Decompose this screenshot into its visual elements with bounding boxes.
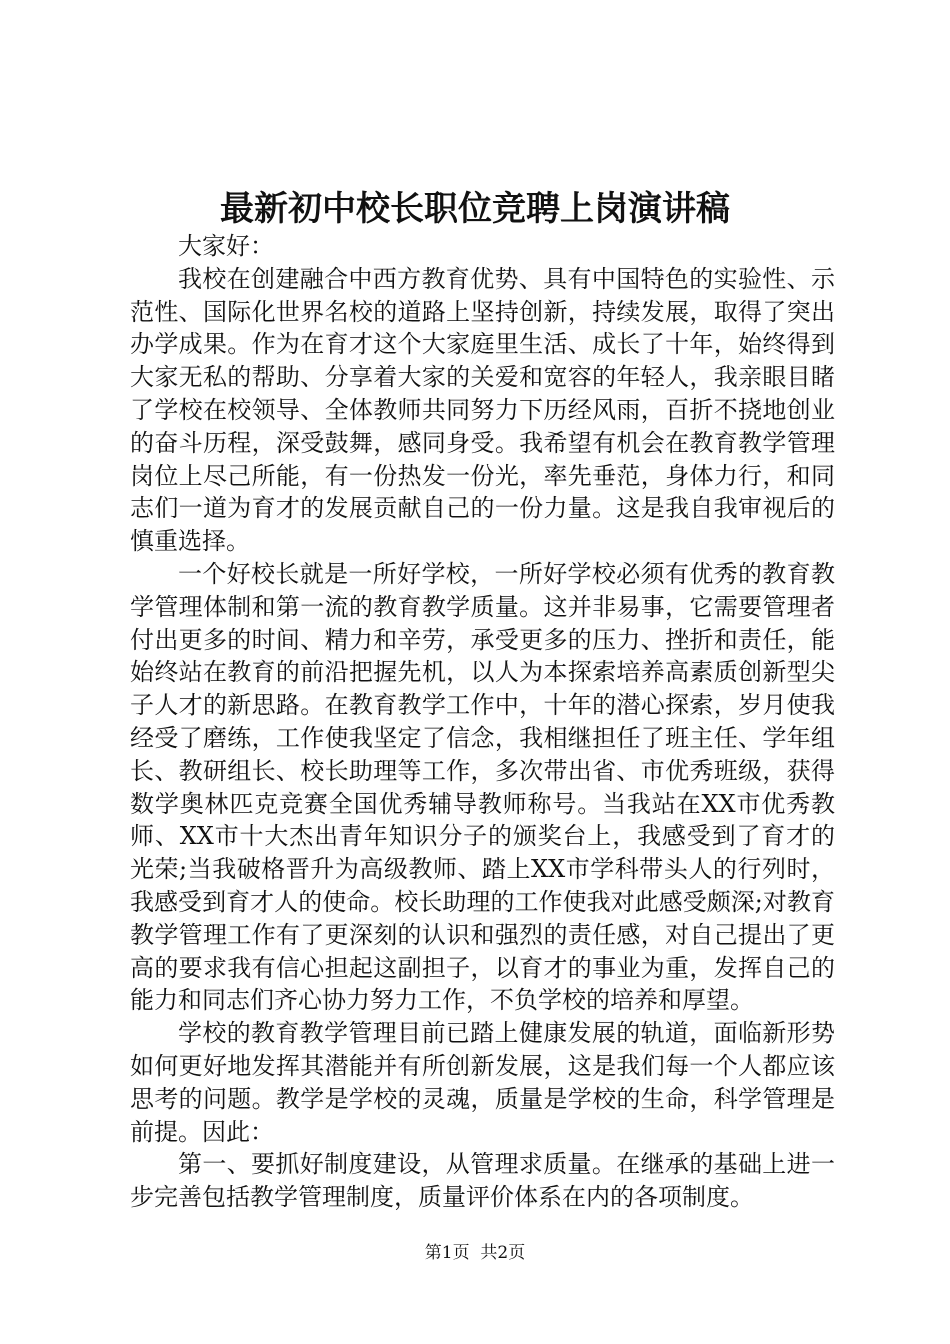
- paragraph: 学校的教育教学管理目前已踏上健康发展的轨道，面临新形势如何更好地发挥其潜能并有所创新发展，这是我们每一个人都应该思考的问题。教学是学校的灵魂，质量是学校的生命，科学管理是前提。因此：: [130, 1019, 835, 1146]
- page-total: 共2页: [480, 1243, 526, 1263]
- document-body: [130, 230, 835, 1214]
- page-number: 第1页: [424, 1243, 470, 1263]
- paragraph: 一个好校长就是一所好学校，一所好学校必须有优秀的教育教学管理体制和第一流的教育教学质量。这并非易事，它需要管理者付出更多的时间、精力和辛劳，承受更多的压力、挫折和责任，能始终站在教育的前沿把握先机，以人为本探索培养高素质创新型尖子人才的新思路。在教育教学工作中，十年的潜心探索，岁月使我经受了磨练，工作使我坚定了信念，我相继担任了班主任、学年组长、教研组长、校长助理等工作，多次带出省、市优秀班级，获得数学奥林匹克竞赛全国优秀辅导教师称号。当我站在XX市优秀教师、XX市十大杰出青年知识分子的颁奖台上，我感受到了育才的光荣;当我破格晋升为高级教师、踏上XX市学科带头人的行列时，我感受到育才人的使命。校长助理的工作使我对此感受颇深;对教育教学管理工作有了更深刻的认识和强烈的责任感，对自己提出了更高的要求我有信心担起这副担子，以育才的事业为重，发挥自己的能力和同志们齐心协力努力工作，不负学校的培养和厚望。: [130, 559, 835, 1015]
- paragraph: 第一、要抓好制度建设，从管理求质量。在继承的基础上进一步完善包括教学管理制度，质量评价体系在内的各项制度。: [130, 1150, 835, 1212]
- paragraph-greeting: 大家好：: [178, 232, 274, 260]
- page-footer: [0, 1242, 950, 1264]
- document-title: 最新初中校长职位竞聘上岗演讲稿: [220, 189, 730, 229]
- paragraph: 我校在创建融合中西方教育优势、具有中国特色的实验性、示范性、国际化世界名校的道路上坚持创新，持续发展，取得了突出办学成果。作为在育才这个大家庭里生活、成长了十年，始终得到大家无私的帮助、分享着大家的关爱和宽容的年轻人，我亲眼目睹了学校在校领导、全体教师共同努力下历经风雨，百折不挠地创业的奋斗历程，深受鼓舞，感同身受。我希望有机会在教育教学管理岗位上尽己所能，有一份热发一份光，率先垂范，身体力行，和同志们一道为育才的发展贡献自己的一份力量。这是我自我审视后的慎重选择。: [130, 264, 835, 556]
